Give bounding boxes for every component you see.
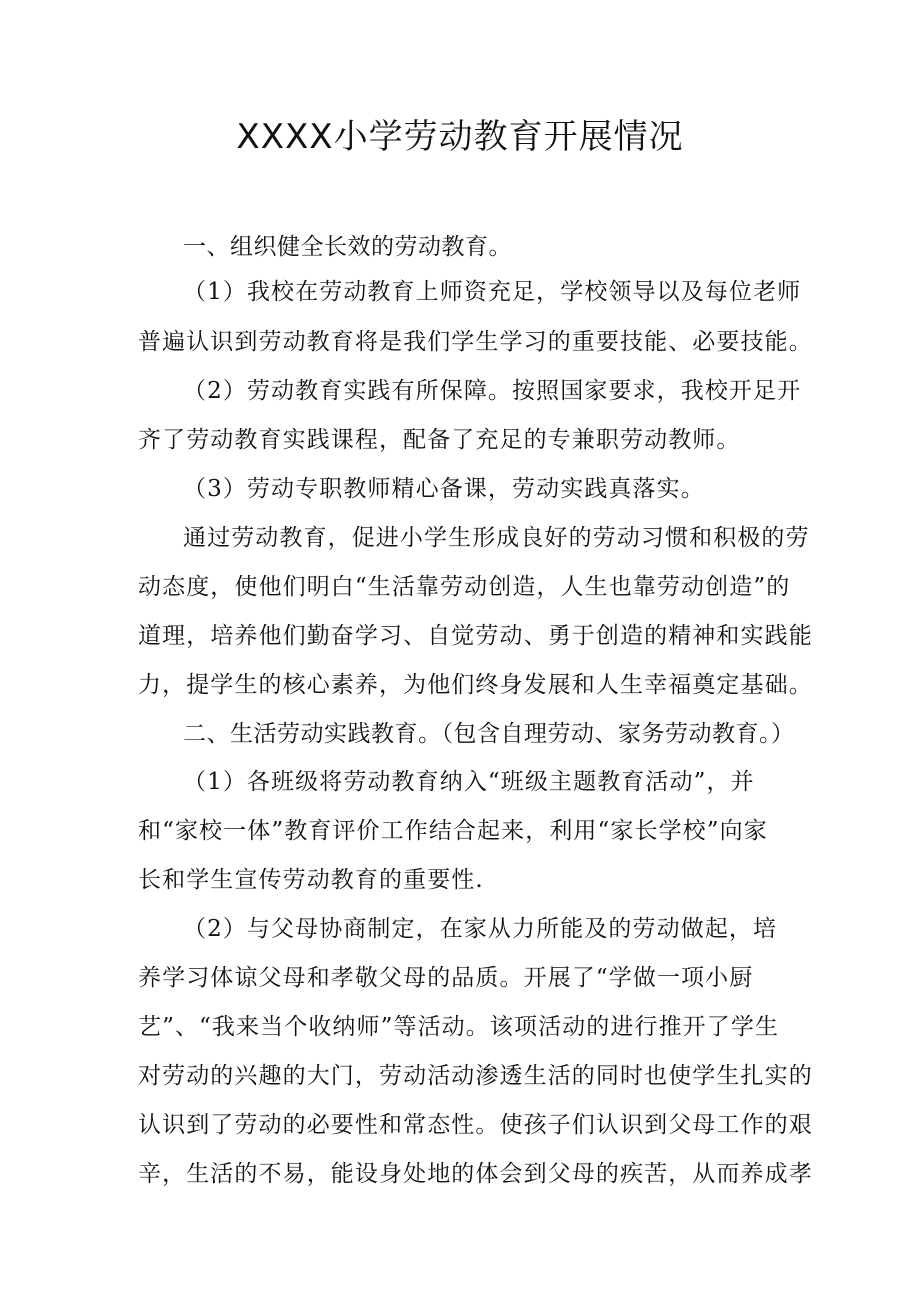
section-2-item-1-line-3: 长和学生宣传劳动教育的重要性. [138,867,484,893]
section-2-item-1-line-1: （1）各班级将劳动教育纳入“班级主题教育活动”，并 [183,769,755,795]
section-2-item-2-line-1: （2）与父母协商制定，在家从力所能及的劳动做起，培 [183,916,778,942]
section-1-heading: 一、组织健全长效的劳动教育。 [183,234,512,260]
section-2-item-2-line-5: 认识到了劳动的必要性和常态性。使孩子们认识到父母工作的艰 [138,1112,813,1138]
section-1-paragraph-line-3: 道理，培养他们勤奋学习、自觉劳动、勇于创造的精神和实践能 [138,623,813,649]
section-2-item-2-line-3: 艺”、“我来当个收纳师”等活动。该项活动的进行推开了学生 [138,1014,780,1040]
section-2-item-1-line-2: 和“家校一体”教育评价工作结合起来，利用“家长学校”向家 [138,818,768,844]
section-1-item-3-line-1: （3）劳动专职教师精心备课，劳动实践真落实。 [183,476,705,502]
document-title: XXXX小学劳动教育开展情况 [236,117,684,157]
section-1-item-1-line-2: 普遍认识到劳动教育将是我们学生学习的重要技能、必要技能。 [138,329,813,355]
section-2-item-2-line-6: 辛，生活的不易，能设身处地的体会到父母的疾苦，从而养成孝 [138,1161,813,1187]
section-2-heading: 二、生活劳动实践教育。（包含自理劳动、家务劳动教育。） [183,721,795,747]
section-1-item-2-line-1: （2）劳动教育实践有所保障。按照国家要求，我校开足开 [183,378,802,404]
section-2-item-2-line-2: 养学习体谅父母和孝敬父母的品质。开展了“学做一项小厨 [138,965,754,991]
section-1-paragraph-line-4: 力，提学生的核心素养，为他们终身发展和人生幸福奠定基础。 [138,672,813,698]
section-1-item-1-line-1: （1）我校在劳动教育上师资充足，学校领导以及每位老师 [183,279,802,305]
section-1-item-2-line-2: 齐了劳动教育实践课程，配备了充足的专兼职劳动教师。 [138,427,741,453]
section-1-paragraph-line-2: 动态度，使他们明白“生活靠劳动创造，人生也靠劳动创造”的 [138,574,791,600]
section-2-item-2-line-4: 对劳动的兴趣的大门，劳动活动渗透生活的同时也使学生扎实的 [138,1063,813,1089]
section-1-paragraph-line-1: 通过劳动教育，促进小学生形成良好的劳动习惯和积极的劳 [183,525,810,551]
